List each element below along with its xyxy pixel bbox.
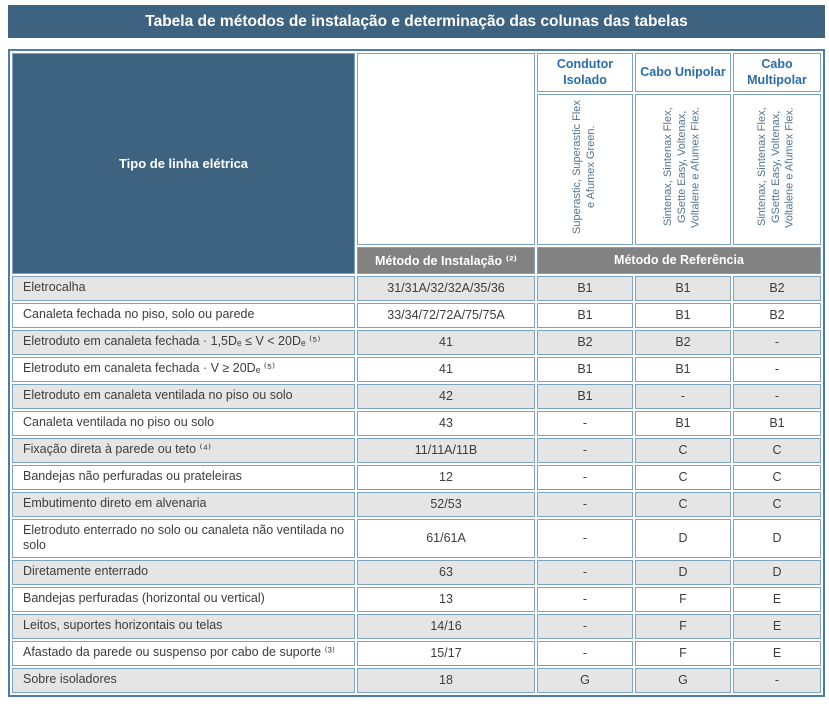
row-label-tipo-linha: Afastado da parede ou suspenso por cabo de suporte ⁽³⁾ bbox=[12, 641, 355, 666]
row-value-condutor-isolado: G bbox=[537, 668, 633, 693]
table-row bbox=[12, 668, 821, 693]
row-value-cabo-unipolar: C bbox=[635, 465, 731, 490]
row-label-tipo-linha: Bandejas não perfuradas ou prateleiras bbox=[12, 465, 355, 490]
row-value-metodo-instalacao: 18 bbox=[357, 668, 535, 693]
row-value-condutor-isolado: B1 bbox=[537, 384, 633, 409]
row-value-metodo-instalacao: 41 bbox=[357, 330, 535, 355]
row-value-metodo-instalacao: 63 bbox=[357, 560, 535, 585]
row-value-metodo-instalacao: 12 bbox=[357, 465, 535, 490]
row-value-metodo-instalacao: 31/31A/32/32A/35/36 bbox=[357, 276, 535, 301]
col-header-cabo-multipolar: Cabo Multipolar bbox=[733, 53, 821, 92]
row-value-cabo-unipolar: D bbox=[635, 560, 731, 585]
page-title: Tabela de métodos de instalação e determinação das colunas das tabelas bbox=[145, 13, 688, 30]
row-value-condutor-isolado: B1 bbox=[537, 276, 633, 301]
row-value-cabo-unipolar: C bbox=[635, 492, 731, 517]
row-value-condutor-isolado: - bbox=[537, 492, 633, 517]
blank-header-cell bbox=[357, 53, 535, 245]
table-row bbox=[12, 614, 821, 639]
row-value-metodo-instalacao: 42 bbox=[357, 384, 535, 409]
products-cell-condutor-isolado bbox=[537, 94, 633, 245]
row-label-tipo-linha: Bandejas perfuradas (horizontal ou vertical) bbox=[12, 587, 355, 612]
table-row bbox=[12, 303, 821, 328]
table-body bbox=[12, 276, 821, 693]
row-value-cabo-unipolar: F bbox=[635, 641, 731, 666]
row-value-cabo-multipolar: C bbox=[733, 438, 821, 463]
tipo-linha-eletrica-header: Tipo de linha elétrica bbox=[12, 53, 355, 274]
row-value-condutor-isolado: B2 bbox=[537, 330, 633, 355]
table-row bbox=[12, 357, 821, 382]
row-value-condutor-isolado: - bbox=[537, 641, 633, 666]
row-label-tipo-linha: Canaleta fechada no piso, solo ou parede bbox=[12, 303, 355, 328]
table-row bbox=[12, 492, 821, 517]
row-label-tipo-linha: Canaleta ventilada no piso ou solo bbox=[12, 411, 355, 436]
row-value-condutor-isolado: - bbox=[537, 411, 633, 436]
table-header bbox=[12, 53, 821, 274]
table-row bbox=[12, 384, 821, 409]
row-value-cabo-unipolar: F bbox=[635, 587, 731, 612]
title-bar bbox=[8, 5, 825, 38]
products-cabo-multipolar: Sintenax, Sintenax Flex, GSette Easy, Voltenax, Voltalene e Afumex Flex. bbox=[756, 105, 796, 228]
row-value-metodo-instalacao: 14/16 bbox=[357, 614, 535, 639]
row-value-cabo-unipolar: - bbox=[635, 384, 731, 409]
row-label-tipo-linha: Eletroduto em canaleta fechada · 1,5Dₑ ≤ V < 20Dₑ ⁽⁵⁾ bbox=[12, 330, 355, 355]
row-value-cabo-multipolar: - bbox=[733, 330, 821, 355]
row-value-condutor-isolado: B1 bbox=[537, 303, 633, 328]
row-value-cabo-multipolar: D bbox=[733, 560, 821, 585]
row-value-metodo-instalacao: 61/61A bbox=[357, 519, 535, 558]
row-value-metodo-instalacao: 13 bbox=[357, 587, 535, 612]
row-value-metodo-instalacao: 41 bbox=[357, 357, 535, 382]
row-value-condutor-isolado: - bbox=[537, 560, 633, 585]
row-value-cabo-multipolar: E bbox=[733, 614, 821, 639]
row-value-cabo-multipolar: C bbox=[733, 465, 821, 490]
row-value-cabo-multipolar: B2 bbox=[733, 276, 821, 301]
table-row bbox=[12, 465, 821, 490]
row-value-cabo-multipolar: - bbox=[733, 384, 821, 409]
header-row-groups bbox=[12, 53, 821, 92]
table-wrapper bbox=[8, 49, 825, 697]
table-row bbox=[12, 560, 821, 585]
row-value-metodo-instalacao: 11/11A/11B bbox=[357, 438, 535, 463]
row-value-cabo-unipolar: B2 bbox=[635, 330, 731, 355]
table-row bbox=[12, 519, 821, 558]
row-value-cabo-unipolar: G bbox=[635, 668, 731, 693]
row-value-condutor-isolado: - bbox=[537, 587, 633, 612]
row-value-cabo-multipolar: B1 bbox=[733, 411, 821, 436]
table-row bbox=[12, 276, 821, 301]
row-label-tipo-linha: Sobre isoladores bbox=[12, 668, 355, 693]
row-value-cabo-unipolar: F bbox=[635, 614, 731, 639]
row-label-tipo-linha: Eletroduto enterrado no solo ou canaleta não ventilada no solo bbox=[12, 519, 355, 558]
table-row bbox=[12, 641, 821, 666]
row-value-cabo-unipolar: B1 bbox=[635, 411, 731, 436]
row-value-metodo-instalacao: 33/34/72/72A/75/75A bbox=[357, 303, 535, 328]
row-label-tipo-linha: Eletrocalha bbox=[12, 276, 355, 301]
row-value-metodo-instalacao: 43 bbox=[357, 411, 535, 436]
row-value-condutor-isolado: - bbox=[537, 438, 633, 463]
row-value-condutor-isolado: - bbox=[537, 465, 633, 490]
table-row bbox=[12, 438, 821, 463]
row-value-cabo-multipolar: B2 bbox=[733, 303, 821, 328]
products-cell-cabo-multipolar bbox=[733, 94, 821, 245]
products-cell-cabo-unipolar bbox=[635, 94, 731, 245]
row-value-metodo-instalacao: 52/53 bbox=[357, 492, 535, 517]
products-cabo-unipolar: Sintenax, Sintenax Flex, GSette Easy, Voltenax, Voltalene e Afumex Flex. bbox=[662, 105, 702, 228]
products-condutor-isolado: Superastic, Superastic Flex e Afumex Green. bbox=[571, 99, 597, 234]
table-row bbox=[12, 587, 821, 612]
row-label-tipo-linha: Fixação direta à parede ou teto ⁽⁴⁾ bbox=[12, 438, 355, 463]
row-value-cabo-multipolar: E bbox=[733, 641, 821, 666]
row-value-condutor-isolado: B1 bbox=[537, 357, 633, 382]
row-value-cabo-multipolar: E bbox=[733, 587, 821, 612]
table-row bbox=[12, 330, 821, 355]
row-value-cabo-multipolar: C bbox=[733, 492, 821, 517]
col-header-condutor-isolado: Condutor Isolado bbox=[537, 53, 633, 92]
row-label-tipo-linha: Eletroduto em canaleta fechada · V ≥ 20Dₑ ⁽⁵⁾ bbox=[12, 357, 355, 382]
row-value-metodo-instalacao: 15/17 bbox=[357, 641, 535, 666]
row-label-tipo-linha: Embutimento direto em alvenaria bbox=[12, 492, 355, 517]
row-value-condutor-isolado: - bbox=[537, 519, 633, 558]
row-value-cabo-unipolar: B1 bbox=[635, 276, 731, 301]
row-value-cabo-unipolar: B1 bbox=[635, 357, 731, 382]
metodo-instalacao-header: Método de Instalação ⁽²⁾ bbox=[357, 247, 535, 274]
installation-methods-table bbox=[10, 51, 823, 695]
row-label-tipo-linha: Eletroduto em canaleta ventilada no piso ou solo bbox=[12, 384, 355, 409]
row-value-cabo-unipolar: D bbox=[635, 519, 731, 558]
col-header-cabo-unipolar: Cabo Unipolar bbox=[635, 53, 731, 92]
row-label-tipo-linha: Diretamente enterrado bbox=[12, 560, 355, 585]
row-value-cabo-multipolar: - bbox=[733, 357, 821, 382]
row-value-condutor-isolado: - bbox=[537, 614, 633, 639]
row-value-cabo-multipolar: - bbox=[733, 668, 821, 693]
metodo-referencia-header: Método de Referência bbox=[537, 247, 821, 274]
row-value-cabo-multipolar: D bbox=[733, 519, 821, 558]
row-value-cabo-unipolar: C bbox=[635, 438, 731, 463]
row-value-cabo-unipolar: B1 bbox=[635, 303, 731, 328]
row-label-tipo-linha: Leitos, suportes horizontais ou telas bbox=[12, 614, 355, 639]
table-row bbox=[12, 411, 821, 436]
